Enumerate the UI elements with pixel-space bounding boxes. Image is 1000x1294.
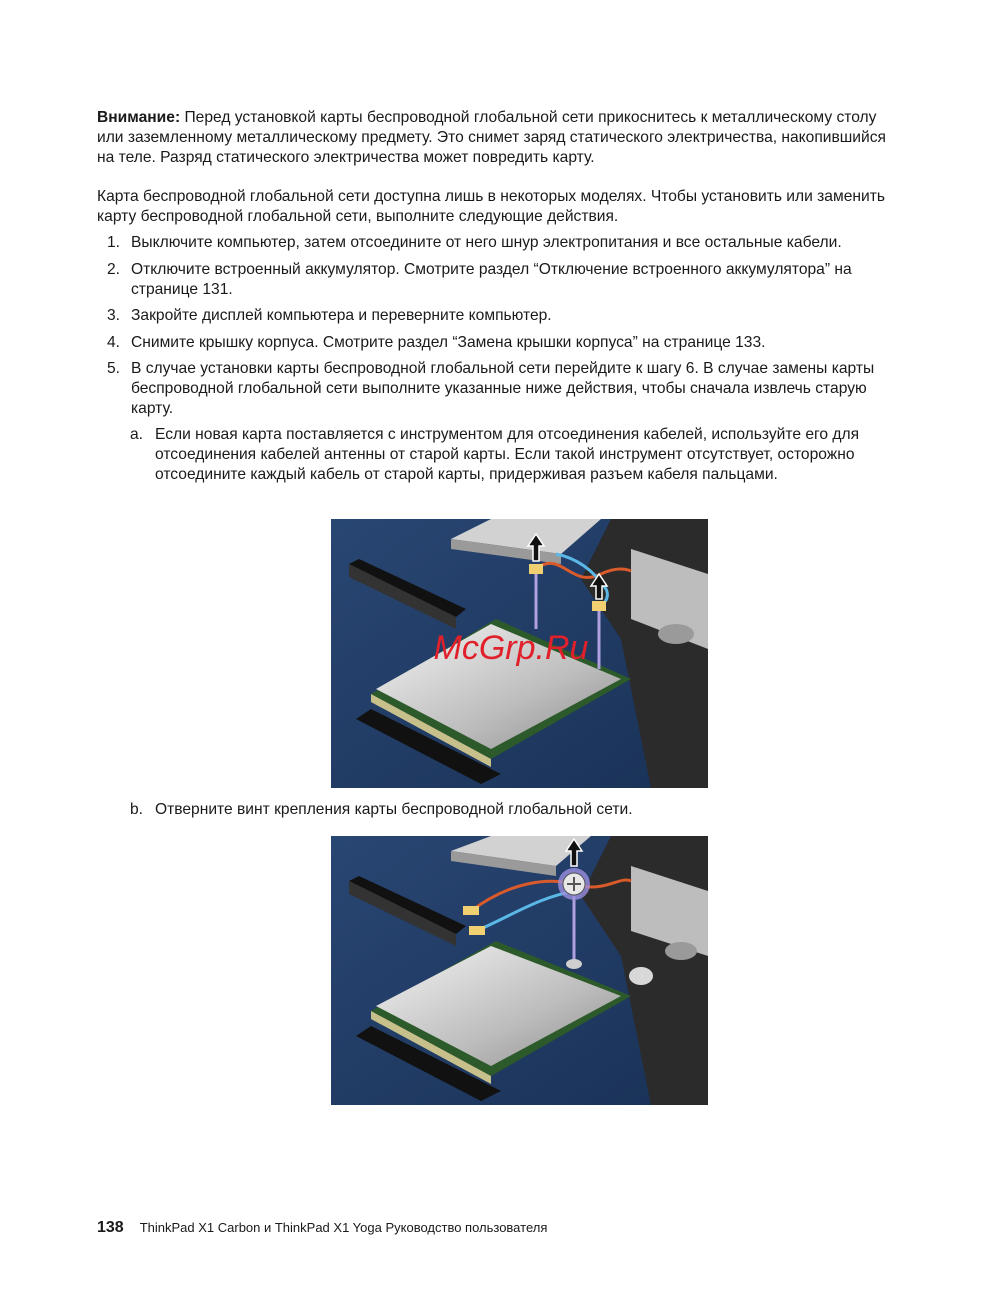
step-number: 4.	[107, 334, 121, 351]
watermark-text: McGrp.Ru	[433, 629, 589, 667]
step-text: Снимите крышку корпуса. Смотрите раздел “Замена крышки корпуса” на странице 133.	[131, 334, 766, 351]
footer-title: ThinkPad X1 Carbon и ThinkPad X1 Yoga Руководство пользователя	[139, 1220, 548, 1235]
warning-label: Внимание:	[97, 109, 181, 126]
step-number: 3.	[107, 307, 121, 324]
substep-text: Если новая карта поставляется с инструментом для отсоединения кабелей, используйте его для отсоединения кабелей антенны от старой карты. Если такой инструмент отсутствует, осторожно отсоедините каждый кабель от старой карты, придерживая разъем кабеля пальцами.	[155, 426, 860, 483]
screw-head	[629, 967, 653, 985]
page-number: 138	[97, 1219, 124, 1236]
warning-paragraph	[97, 108, 897, 168]
step-number: 2.	[107, 261, 121, 278]
step-text: Закройте дисплей компьютера и переверните компьютер.	[131, 307, 552, 324]
screw-removal-illustration	[331, 836, 708, 1105]
step-number: 5.	[107, 360, 121, 377]
page-footer	[97, 1218, 547, 1238]
step-text: В случае установки карты беспроводной глобальной сети перейдите к шагу 6. В случае замены карты беспроводной глобальной сети выполните указанные ниже действия, чтобы сначала извлечь старую карту.	[131, 360, 875, 417]
warning-text: Перед установкой карты беспроводной глобальной сети прикоснитесь к металлическому столу или заземленному металлическому предмету. Это снимет заряд статического электричества, накопившийся на теле. Разряд статического электричества может повредить карту.	[97, 109, 886, 166]
step-text: Выключите компьютер, затем отсоедините от него шнур электропитания и все остальные кабели.	[131, 234, 842, 251]
screw-head	[658, 624, 694, 644]
step-text: Отключите встроенный аккумулятор. Смотрите раздел “Отключение встроенного аккумулятора” на странице 131.	[131, 261, 852, 298]
substep-letter: b.	[130, 801, 144, 818]
substep-text: Отверните винт крепления карты беспроводной глобальной сети.	[155, 801, 633, 818]
intro-paragraph: Карта беспроводной глобальной сети доступна лишь в некоторых моделях. Чтобы установить или заменить карту беспроводной глобальной сети, выполните следующие действия.	[97, 188, 885, 225]
step-number: 1.	[107, 234, 121, 251]
substep-letter: a.	[130, 426, 144, 443]
cable-disconnect-illustration	[331, 519, 708, 788]
